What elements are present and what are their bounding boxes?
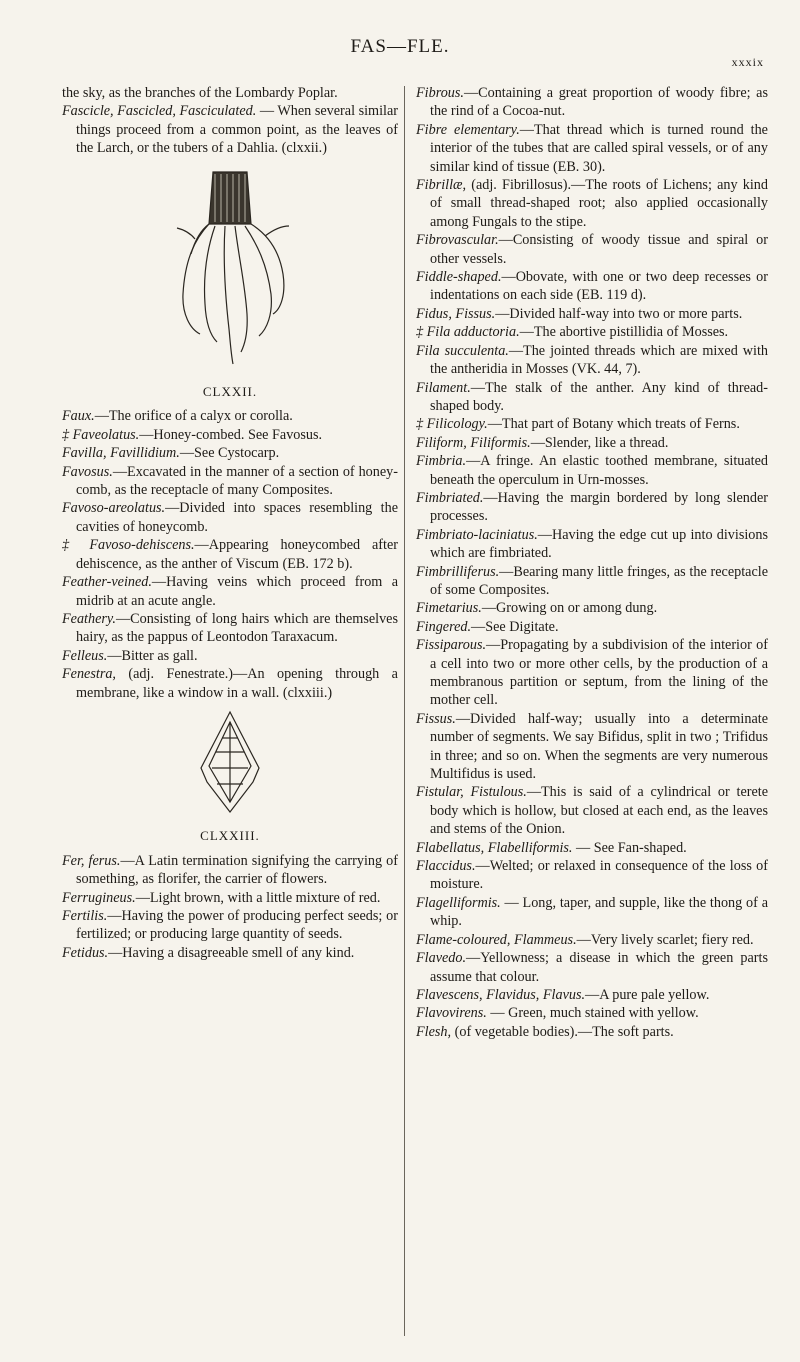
entry: Ferrugineus.—Light brown, with a little mixture of red.: [62, 889, 381, 906]
entry: ‡ Filicology.—That part of Botany which treats of Ferns.: [416, 416, 740, 433]
entry: Flabellatus, Flabelliformis. — See Fan-shaped.: [416, 839, 687, 856]
entry-term: Flavescens, Flavidus, Flavus.: [416, 986, 586, 1003]
entry-term: Fibrillæ,: [416, 177, 467, 194]
entry: Fimbriated.—Having the margin bordered by long slender processes.: [416, 489, 768, 525]
entry-term: Fibre elementary.: [416, 121, 520, 138]
entry: Fimbria.—A fringe. An elastic toothed membrane, situated beneath the operculum in Urn-mosses.: [416, 453, 768, 488]
entry: Fiddle-shaped.—Obovate, with one or two deep recesses or indentations on each side (EB. 119 d).: [416, 269, 768, 304]
entry: Flavescens, Flavidus, Flavus.—A pure pale yellow.: [416, 986, 710, 1003]
entry-term: Flavedo.: [416, 950, 467, 967]
entry-term: Fibrovascular.: [416, 232, 499, 249]
entry-term: Fer, ferus.: [62, 852, 121, 869]
entry: ‡ Faveolatus.—Honey-combed. See Favosus.: [62, 426, 323, 443]
running-head: FAS—FLE.: [350, 36, 450, 57]
entry-term: Favosus.: [62, 463, 113, 480]
entry-term: ‡ Filicology.: [416, 416, 488, 433]
entry: Fila succulenta.—The jointed threads which are mixed with the antheridia in Mosses (VK. 44, 7).: [416, 342, 768, 378]
figure-caption: CLXXIII.: [200, 828, 260, 844]
entry: Fenestra, (adj. Fenestrate.)—An opening through a membrane, like a window in a wall. (clxxiii.): [62, 666, 398, 701]
entry: Fingered.—See Digitate.: [416, 618, 559, 635]
entry: Feathery.—Consisting of long hairs which are themselves hairy, as the pappus of Leontodon Taraxacum.: [62, 610, 398, 646]
entry: Fibrillæ, (adj. Fibrillosus).—The roots of Lichens; any kind of small thread-shaped root; also applied occasionally among Fungals to the stipe.: [416, 177, 768, 230]
entry-term: Filament.: [416, 379, 471, 396]
entry-term: Flabellatus, Flabelliformis.: [416, 839, 573, 856]
entry-term: Fimbria.: [416, 453, 467, 470]
figure-fenestrate: [62, 708, 398, 823]
entry-term: ‡ Fila adductoria.: [416, 324, 520, 341]
entry-term: Flavovirens.: [416, 1005, 487, 1022]
entry-term: Filiform, Filiformis.: [416, 434, 531, 451]
entry-term: Flaccidus.: [416, 858, 476, 875]
entry-term: Fertilis.: [62, 907, 108, 924]
entry: Faux.—The orifice of a calyx or corolla.: [62, 408, 293, 425]
column-divider: [404, 86, 405, 1336]
entry: Fissiparous.—Propagating by a subdivision of the interior of a cell into two or more other cells, by the production of a membranous partition or septum, from the lining of the mother cell.: [416, 637, 768, 709]
entry-term: Feather-veined.: [62, 574, 152, 591]
entry-term: Fistular, Fistulous.: [416, 784, 527, 801]
entry-term: Faux.: [62, 408, 95, 425]
entry-term: Fimetarius.: [416, 600, 482, 617]
entry: Flagelliformis. — Long, taper, and supple, like the thong of a whip.: [416, 894, 768, 930]
entry: Fascicle, Fascicled, Fasciculated. — When several similar things proceed from a common point, as the leaves of the Larch, or the tubers of a Dahlia. (clxxii.): [62, 103, 398, 157]
entry-term: Fiddle-shaped.: [416, 269, 502, 286]
entry: Flame-coloured, Flammeus.—Very lively scarlet; fiery red.: [416, 931, 754, 948]
entry: Filiform, Filiformis.—Slender, like a thread.: [416, 434, 669, 451]
entry: Flaccidus.—Welted; or relaxed in consequence of the loss of moisture.: [416, 858, 768, 893]
entry: Felleus.—Bitter as gall.: [62, 647, 198, 664]
figure-fascicled-roots: [62, 164, 398, 379]
entry: Fer, ferus.—A Latin termination signifying the carrying of something, as florifer, the carrier of flowers.: [62, 852, 398, 888]
entry: Flavovirens. — Green, much stained with yellow.: [416, 1005, 699, 1022]
entry: Fertilis.—Having the power of producing perfect seeds; or fertilized; or producing large quantity of seeds.: [62, 907, 398, 943]
left-column: [62, 84, 398, 962]
fenestrate-illustration: [195, 708, 265, 818]
entry: ‡ Favoso-dehiscens.—Appearing honeycombed after dehiscence, as the anther of Viscum (EB. 172 b).: [62, 537, 398, 572]
entry-term: ‡ Favoso-dehiscens.: [62, 537, 195, 554]
entry-term: Fascicle, Fascicled, Fasciculated.: [62, 103, 257, 120]
figure-caption: CLXXII.: [202, 384, 258, 400]
page-number: xxxix: [731, 55, 764, 69]
entry: Fimbriato-laciniatus.—Having the edge cut up into divisions which are fimbriated.: [416, 526, 768, 562]
entry: Fibre elementary.—That thread which is turned round the interior of the tubes that are called spiral vessels, or of any similar kind of tissue (EB. 30).: [416, 121, 768, 175]
entry-term: Fimbriated.: [416, 489, 484, 506]
entry-term: Fila succulenta.: [416, 342, 509, 359]
entry-term: Ferrugineus.: [62, 889, 136, 906]
entry-term: Fidus, Fissus.: [416, 305, 496, 322]
entry: Flavedo.—Yellowness; a disease in which the green parts assume that colour.: [416, 950, 768, 985]
entry-term: Felleus.: [62, 647, 108, 664]
entry-term: Fimbrilliferus.: [416, 563, 500, 580]
entry: Fidus, Fissus.—Divided half-way into two or more parts.: [416, 305, 743, 322]
entry-term: ‡ Faveolatus.: [62, 426, 140, 443]
entry: Flesh, (of vegetable bodies).—The soft parts.: [416, 1023, 674, 1040]
entry: the sky, as the branches of the Lombardy Poplar.: [62, 85, 338, 101]
entry-term: Fingered.: [416, 618, 472, 635]
entry: Fibrovascular.—Consisting of woody tissue and spiral or other vessels.: [416, 232, 768, 267]
entry-term: Feathery.: [62, 610, 116, 627]
entry-term: Fenestra,: [62, 666, 116, 683]
entry: Feather-veined.—Having veins which proceed from a midrib at an acute angle.: [62, 574, 398, 609]
entry: Filament.—The stalk of the anther. Any kind of thread-shaped body.: [416, 379, 768, 414]
entry: Fetidus.—Having a disagreeable smell of any kind.: [62, 944, 355, 961]
entry-term: Fetidus.: [62, 944, 109, 961]
entry: Fissus.—Divided half-way; usually into a determinate number of segments. We say Bifidus, split in two ; Trifidus in three; and so on. When the segments are very numerous Multifidus is used.: [416, 710, 768, 783]
entry: Fimbrilliferus.—Bearing many little fringes, as the receptacle of some Composites.: [416, 563, 768, 598]
entry: ‡ Fila adductoria.—The abortive pistillidia of Mosses.: [416, 324, 729, 341]
entry-term: Flame-coloured, Flammeus.: [416, 931, 577, 948]
entry-term: Fibrous.: [416, 85, 464, 101]
entry: Fimetarius.—Growing on or among dung.: [416, 600, 658, 617]
entry: Fibrous.—Containing a great proportion of woody fibre; as the rind of a Cocoa-nut.: [416, 85, 768, 120]
entry-term: Favilla, Favillidium.: [62, 445, 180, 462]
entry-term: Fissus.: [416, 710, 456, 727]
entry: Favosus.—Excavated in the manner of a section of honey-comb, as the receptacle of many Composites.: [62, 463, 398, 499]
entry-term: Flesh,: [416, 1023, 452, 1040]
entry-term: Fissiparous.: [416, 637, 487, 654]
fascicled-roots-illustration: [155, 164, 305, 374]
entry-term: Favoso-areolatus.: [62, 500, 166, 517]
entry-term: Flagelliformis.: [416, 894, 501, 911]
entry: Favilla, Favillidium.—See Cystocarp.: [62, 445, 280, 462]
entry: Favoso-areolatus.—Divided into spaces resembling the cavities of honeycomb.: [62, 500, 398, 535]
entry-term: Fimbriato-laciniatus.: [416, 526, 538, 543]
entry: Fistular, Fistulous.—This is said of a cylindrical or terete body which is hollow, but closed at each end, as the leaves and stems of the Onion.: [416, 784, 768, 838]
right-column: [416, 84, 768, 1041]
